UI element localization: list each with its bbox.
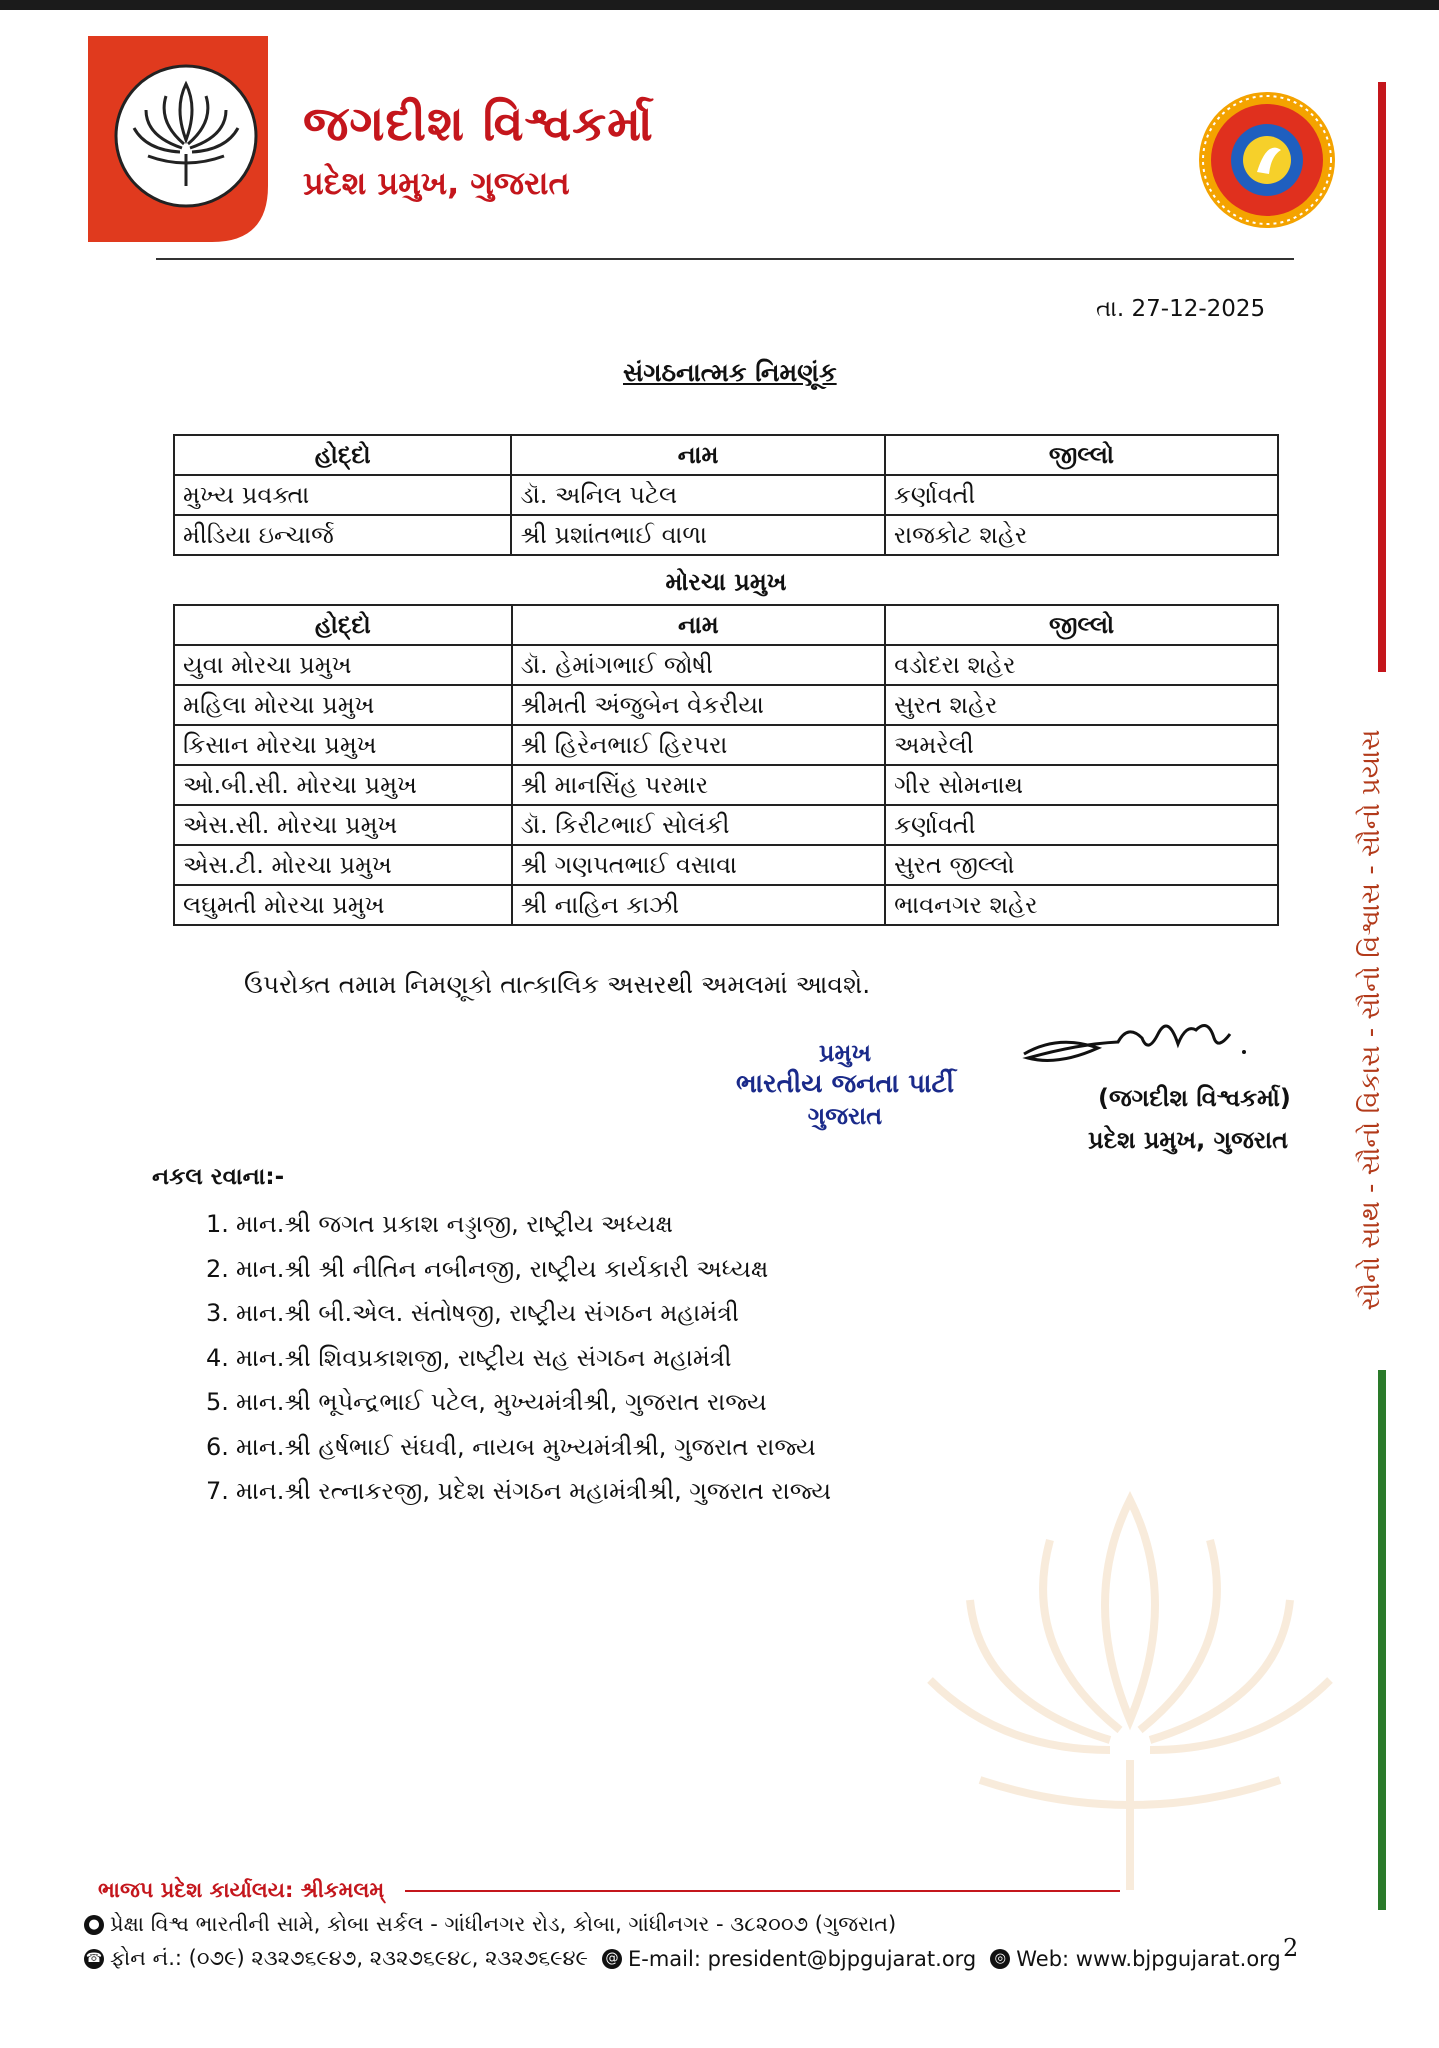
cc-label: નકલ રવાના:- [152,1164,285,1190]
header-name: નામ [512,605,885,645]
list-text: માન.શ્રી શ્રી નીતિન નબીનજી, રાષ્ટ્રીય કાર્યકારી અધ્યક્ષ [236,1254,769,1283]
cell-name: શ્રીમતી અંજુબેન વેકરીયા [512,685,885,725]
cell-district: કર્ણાવતી [885,805,1278,845]
letterhead-divider [156,258,1294,260]
table-row [174,725,1278,765]
list-number: 3. [206,1299,229,1328]
cell-designation: કિસાન મોરચા પ્રમુખ [174,725,512,765]
cell-district: અમરેલી [885,725,1278,765]
cell-district: સુરત શહેર [885,685,1278,725]
cell-designation: એસ.ટી. મોરચા પ્રમુખ [174,845,512,885]
table-row [174,475,1278,515]
list-text: માન.શ્રી હર્ષભાઈ સંઘવી, નાયબ મુખ્યમંત્રીશ્રી, ગુજરાત રાજ્ય [236,1432,816,1461]
list-number: 5. [206,1388,229,1417]
stamp-line: ગુજરાત [807,1101,883,1130]
bjp-lotus-logo [88,36,268,242]
list-text: માન.શ્રી રત્નાકરજી, પ્રદેશ સંગઠન મહામંત્રીશ્રી, ગુજરાત રાજ્ય [236,1477,832,1506]
list-item [206,1469,831,1514]
cell-name: શ્રી પ્રશાંતભાઈ વાળા [511,515,884,555]
cell-district: ભાવનગર શહેર [885,885,1278,925]
footer-address-line [84,1912,896,1937]
side-band-green [1378,1370,1386,1910]
cell-designation: લઘુમતી મોરચા પ્રમુખ [174,885,512,925]
list-item [206,1380,831,1425]
stamp-line: પ્રમુખ [818,1039,872,1067]
footer-phone: ફોન નં.: (૦૭૯) ૨૩૨૭૬૯૪૭, ૨૩૨૭૬૯૪૮, ૨૩૨૭૬૯૪૯ [110,1946,588,1970]
table-row [174,885,1278,925]
letterhead-name: જગદીશ વિશ્વકર્મા [303,96,654,152]
cell-designation: મુખ્ય પ્રવક્તા [174,475,511,515]
cell-name: શ્રી નાહિન કાઝી [512,885,885,925]
email-icon: @ [602,1949,622,1969]
table-row [174,515,1278,555]
list-number: 4. [206,1343,229,1372]
cell-name: ડૉ. કિરીટભાઈ સોલંકી [512,805,885,845]
table-row [174,685,1278,725]
list-number: 2. [206,1254,229,1283]
morcha-table [173,604,1279,926]
cell-district: રાજકોટ શહેર [885,515,1278,555]
signatory-title: પ્રદેશ પ્રમુખ, ગુજરાત [1088,1126,1288,1154]
table-row [174,765,1278,805]
side-band-slogan: સૌનો સાથ - સૌનો વિકાસ - સૌનો વિશ્વાસ - સૌનો પ્રયાસ [1356,729,1386,1311]
list-item [206,1202,831,1247]
list-text: માન.શ્રી શિવપ્રકાશજી, રાષ્ટ્રીય સહ સંગઠન મહામંત્રી [236,1343,732,1372]
list-number: 6. [206,1432,229,1461]
stamp-line: ભારતીય જનતા પાર્ટી [735,1069,955,1099]
list-item [206,1291,831,1336]
cell-name: ડૉ. હેમાંગભાઈ જોષી [512,645,885,685]
web-icon: ◎ [990,1949,1010,1969]
table-header-row [174,435,1278,475]
header-designation: હોદ્દો [174,435,511,475]
cell-designation: મહિલા મોરચા પ્રમુખ [174,685,512,725]
list-item [206,1336,831,1381]
cc-list [206,1202,831,1514]
cell-name: શ્રી હિરેનભાઈ હિરપરા [512,725,885,765]
letterhead-title: પ્રદેશ પ્રમુખ, ગુજરાત [303,164,570,202]
list-item [206,1247,831,1292]
cell-designation: એસ.સી. મોરચા પ્રમુખ [174,805,512,845]
cell-district: સુરત જીલ્લો [885,845,1278,885]
page-number: 2 [1283,1934,1299,1962]
table-row [174,805,1278,845]
list-text: માન.શ્રી ભૂપેન્દ્રભાઈ પટેલ, મુખ્યમંત્રીશ્રી, ગુજરાત રાજ્ય [236,1388,767,1417]
cell-district: વડોદરા શહેર [885,645,1278,685]
list-number: 1. [206,1210,229,1239]
signatory-name: (જગદીશ વિશ્વકર્મા) [1098,1084,1291,1112]
table-row [174,645,1278,685]
cell-name: ડૉ. અનિલ પટેલ [511,475,884,515]
party-stamp [720,1038,970,1131]
footer-address: પ્રેક્ષા વિશ્વ ભારતીની સામે, કોબા સર્કલ - ગાંધીનગર રોડ, કોબા, ગાંધીનગર - ૩૮૨૦૦૭ (ગુજરાત) [110,1912,897,1936]
header-designation: હોદ્દો [174,605,512,645]
table-row [174,845,1278,885]
header-district: જીલ્લો [885,605,1278,645]
footer-office: ભાજપ પ્રદેશ કાર્યાલય: શ્રીકમલમ્ [98,1878,385,1902]
cell-designation: યુવા મોરચા પ્રમુખ [174,645,512,685]
header-name: નામ [511,435,884,475]
letter-date: તા. 27-12-2025 [1096,296,1266,322]
party-emblem-icon [1197,90,1337,230]
list-item [206,1425,831,1470]
footer-contact-line [84,1946,1281,1971]
cell-name: શ્રી ગણપતભાઈ વસાવા [512,845,885,885]
lotus-watermark-icon [910,1460,1350,1900]
top-border [0,0,1439,10]
footer-divider [405,1890,1120,1892]
morcha-section-title: મોરચા પ્રમુખ [665,568,787,596]
cell-designation: મીડિયા ઇન્ચાર્જ [174,515,511,555]
letter-subject: સંગઠનાત્મક નિમણૂંક [623,358,837,387]
footer-web: Web: www.bjpgujarat.org [1016,1946,1281,1971]
cell-district: કર્ણાવતી [885,475,1278,515]
appointments-table [173,434,1279,556]
cell-district: ગીર સોમનાથ [885,765,1278,805]
footer-email: E-mail: president@bjpgujarat.org [627,1946,977,1971]
list-text: માન.શ્રી જગત પ્રકાશ નડ્ડાજી, રાષ્ટ્રીય અધ્યક્ષ [236,1210,673,1239]
effect-note: ઉપરોક્ત તમામ નિમણૂકો તાત્કાલિક અસરથી અમલમાં આવશે. [244,970,871,999]
list-text: માન.શ્રી બી.એલ. સંતોષજી, રાષ્ટ્રીય સંગઠન મહામંત્રી [236,1299,739,1328]
phone-icon: ☎ [84,1949,104,1969]
cell-name: શ્રી માનસિંહ પરમાર [512,765,885,805]
cell-designation: ઓ.બી.સી. મોરચા પ્રમુખ [174,765,512,805]
table-header-row [174,605,1278,645]
signature-icon [1018,1004,1248,1084]
list-number: 7. [206,1477,229,1506]
location-pin-icon: ● [84,1915,104,1935]
header-district: જીલ્લો [885,435,1278,475]
